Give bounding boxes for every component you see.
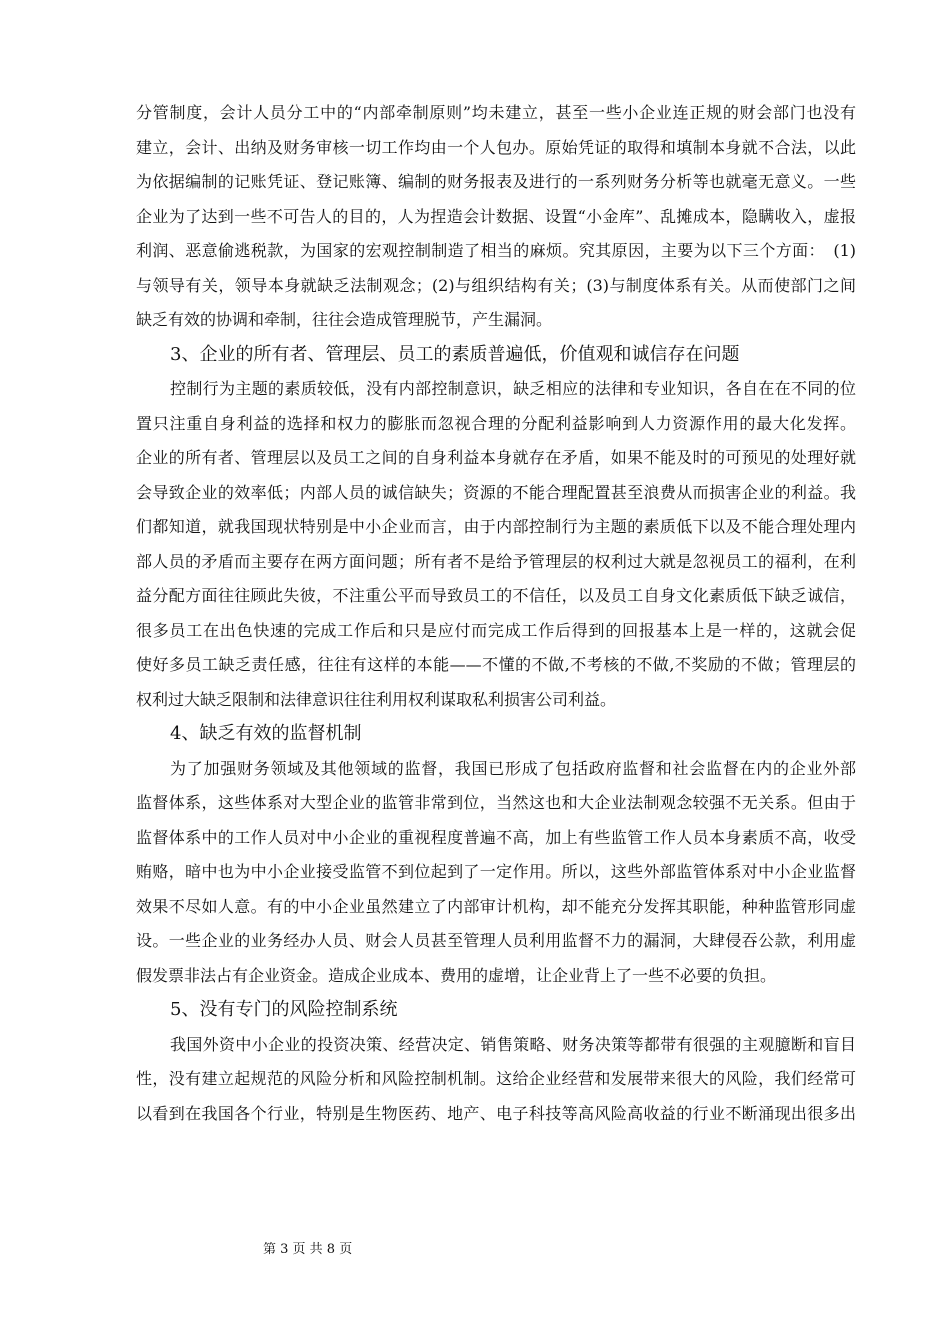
paragraph-line: 效果不尽如人意。有的中小企业虽然建立了内部审计机构，却不能充分发挥其职能，种种监管形同虚 [136,896,856,916]
paragraph [136,1028,856,1132]
paragraph-line: 部人员的矛盾而主要存在两方面问题；所有者不是给予管理层的权利过大就是忽视员工的福利，在利 [136,551,856,571]
paragraph-line: 企业为了达到一些不可告人的目的，人为捏造会计数据、设置“小金库”、乱摊成本，隐瞒收入，虚报 [136,206,856,226]
paragraph-line: 为了加强财务领域及其他领域的监督，我国已形成了包括政府监督和社会监督在内的企业外部 [170,758,856,778]
paragraph-line: 企业的所有者、管理层以及员工之间的自身利益本身就存在矛盾，如果不能及时的可预见的处理好就 [136,448,856,467]
paragraph-line: 分管制度，会计人员分工中的“内部牵制原则”均未建立，甚至一些小企业连正规的财会部门也没有 [136,103,856,122]
paragraph-line: 监督体系，这些体系对大型企业的监管非常到位，当然这也和大企业法制观念较强不无关系。但由于 [136,793,856,812]
paragraph-line: 们都知道，就我国现状特别是中小企业而言，由于内部控制行为主题的素质低下以及不能合理处理内 [136,517,856,536]
paragraph-line: 置只注重自身利益的选择和权力的膨胀而忽视合理的分配利益影响到人力资源作用的最大化发挥。 [136,413,856,433]
paragraph-line: 设。一些企业的业务经办人员、财会人员甚至管理人员利用监督不力的漏洞，大肆侵吞公款，利用虚 [136,931,856,950]
paragraph-line: 以看到在我国各个行业，特别是生物医药、地产、电子科技等高风险高收益的行业不断涌现出很多出 [136,1103,856,1123]
paragraph-line: 监督体系中的工作人员对中小企业的重视程度普遍不高，加上有些监管工作人员本身素质不高，收受 [136,827,856,847]
paragraph-line: 为依据编制的记账凭证、登记账簿、编制的财务报表及进行的一系列财务分析等也就毫无意义。一些 [136,172,856,191]
paragraph-line: 权利过大缺乏限制和法律意识往往利用权利谋取私利损害公司利益。 [136,689,617,709]
paragraph-line: 建立，会计、出纳及财务审核一切工作均由一个人包办。原始凭证的取得和填制本身就不合法，以此 [136,137,856,157]
section-heading: 3、企业的所有者、管理层、员工的素质普遍低，价值观和诚信存在问题 [170,343,740,365]
paragraph-line: 益分配方面往往顾此失彼，不注重公平而导致员工的不信任，以及员工自身文化素质低下缺乏诚信， [136,586,856,605]
paragraph-line: 利润、恶意偷逃税款，为国家的宏观控制制造了相当的麻烦。究其原因，主要为以下三个方面： (1) [136,241,856,260]
paragraph [136,372,856,717]
paragraph-line: 使好多员工缺乏责任感，往往有这样的本能——不懂的不做,不考核的不做,不奖励的不做；管理层的 [136,655,856,674]
paragraph-line: 我国外资中小企业的投资决策、经营决定、销售策略、财务决策等都带有很强的主观臆断和盲目 [170,1034,856,1054]
section-heading: 4、缺乏有效的监督机制 [170,723,362,744]
paragraph [136,96,856,338]
paragraph-line: 控制行为主题的素质较低，没有内部控制意识，缺乏相应的法律和专业知识，各自在在不同的位 [170,379,856,398]
paragraph-line: 与领导有关，领导本身就缺乏法制观念；(2)与组织结构有关；(3)与制度体系有关。从而使部门之间 [136,275,856,295]
page-number-label: 第 3 页 共 8 页 [263,1242,353,1257]
document-body [136,96,856,1131]
paragraph-line: 假发票非法占有企业资金。造成企业成本、费用的虚增，让企业背上了一些不必要的负担。 [136,965,777,985]
section-heading: 5、没有专门的风险控制系统 [170,999,398,1020]
paragraph [136,752,856,994]
paragraph-line: 会导致企业的效率低；内部人员的诚信缺失；资源的不能合理配置甚至浪费从而损害企业的利益。我 [136,482,856,502]
paragraph-line: 很多员工在出色快速的完成工作后和只是应付而完成工作后得到的回报基本上是一样的，这就会促 [136,620,856,640]
paragraph-line: 性，没有建立起规范的风险分析和风险控制机制。这给企业经营和发展带来很大的风险，我们经常可 [136,1069,856,1088]
paragraph-line: 缺乏有效的协调和牵制，往往会造成管理脱节，产生漏洞。 [136,310,553,329]
paragraph-line: 贿赂，暗中也为中小企业接受监管不到位起到了一定作用。所以，这些外部监管体系对中小企业监督 [136,862,856,881]
